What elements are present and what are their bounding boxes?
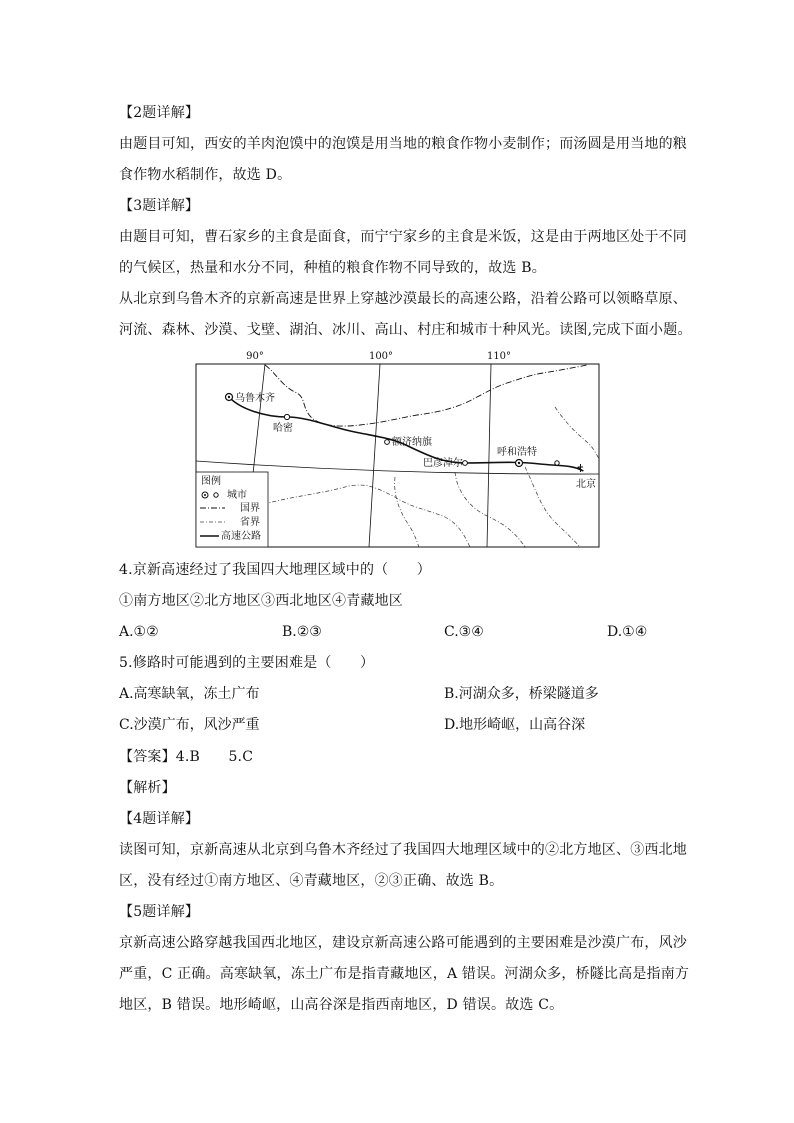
city-label-bayannur: 巴彦淖尔 [423,458,463,469]
q5-option-b: B.河湖众多，桥梁隧道多 [444,686,599,702]
q5-option-d: D.地形崎岖，山高谷深 [444,717,586,733]
city-label-ejina: 额济纳旗 [392,437,432,448]
analysis-heading: 【解析】 [119,780,176,796]
intro-text-line2: 河流、森林、沙漠、戈壁、湖泊、冰川、高山、村庄和城市十种风光。读图,完成下面小题。 [119,322,692,338]
section2-text-line2: 食作物水稻制作，故选 D。 [119,167,292,183]
section3-text-line2: 的气候区，热量和水分不同，种植的粮食作物不同导致的，故选 B。 [119,260,546,276]
city-label-urumqi: 乌鲁木齐 [235,393,275,404]
city-marker-ejina [385,440,390,445]
section4-text-line2: 区，没有经过①南方地区、④青藏地区，②③正确、故选 B。 [119,873,504,889]
legend-highway: 高速公路 [221,531,261,542]
city-label-hohhot: 呼和浩特 [497,447,537,458]
longitude-label-90: 90° [246,351,264,362]
q5-stem: 5.修路时可能遇到的主要困难是（ ） [119,655,375,671]
q4-option-c: C.③④ [444,624,484,640]
longitude-label-110: 110° [486,351,512,362]
city-marker-hami [284,414,289,419]
city-marker-bayannur [463,461,468,466]
section5-text-line3: 地区，B 错误。地形崎岖，山高谷深是指西南地区，D 错误。故选 C。 [119,997,564,1013]
section4-heading: 【4题详解】 [119,811,200,827]
q4-option-b: B.②③ [282,624,322,640]
q4-stem: 4.京新高速经过了我国四大地理区域中的（ ） [119,562,431,578]
city-marker-beijing [578,464,584,472]
section5-heading: 【5题详解】 [119,904,200,920]
q4-choices: ①南方地区②北方地区③西北地区④青藏地区 [119,593,403,609]
legend-title: 图例 [201,476,221,487]
provincial-border-3 [525,467,580,547]
meridian-100 [369,364,380,547]
q4-option-d: D.①④ [607,624,648,640]
section3-text-line1: 由题目可知，曹石家乡的主食是面食，而宁宁家乡的主食是米饭，这是由于两地区处于不同 [119,229,687,245]
section2-text-line1: 由题目可知，西安的羊肉泡馍中的泡馍是用当地的粮食作物小麦制作；而汤圆是用当地的粮 [119,136,687,152]
section5-text-line2: 严重，C 正确。高寒缺氧，冻土广布是指青藏地区，A 错误。河湖众多，桥隧比高是指南方 [119,966,690,982]
provincial-border-5 [395,477,419,547]
provincial-border-1 [255,485,470,547]
map-legend [196,472,268,547]
city-label-beijing: 北京 [576,479,596,490]
answer-line: 【答案】4.B 5.C [119,749,254,765]
section5-text-line1: 京新高速公路穿越我国西北地区，建设京新高速公路可能遇到的主要困难是沙漠广布，风沙 [119,935,687,951]
q5-option-a: A.高寒缺氧，冻土广布 [119,686,260,702]
highway-route [229,397,583,471]
longitude-label-100: 100° [368,351,394,362]
national-border [265,365,587,426]
legend-city: 城市 [227,490,247,501]
q4-option-a: A.①② [119,624,159,640]
city-label-hami: 哈密 [273,423,293,434]
section3-heading: 【3题详解】 [119,198,200,214]
legend-provincial-border: 省界 [240,517,260,528]
highway-map [195,347,600,549]
intro-text-line1: 从北京到乌鲁木齐的京新高速是世界上穿越沙漠最长的高速公路，沿着公路可以领略草原、 [119,291,687,307]
section4-text-line1: 读图可知，京新高速从北京到乌鲁木齐经过了我国四大地理区域中的②北方地区、③西北地 [119,842,687,858]
provincial-border-4 [555,407,599,459]
section2-heading: 【2题详解】 [119,105,200,121]
provincial-border-2 [455,472,525,547]
legend-national-border: 国界 [240,503,260,514]
q5-option-c: C.沙漠广布，风沙严重 [119,717,260,733]
